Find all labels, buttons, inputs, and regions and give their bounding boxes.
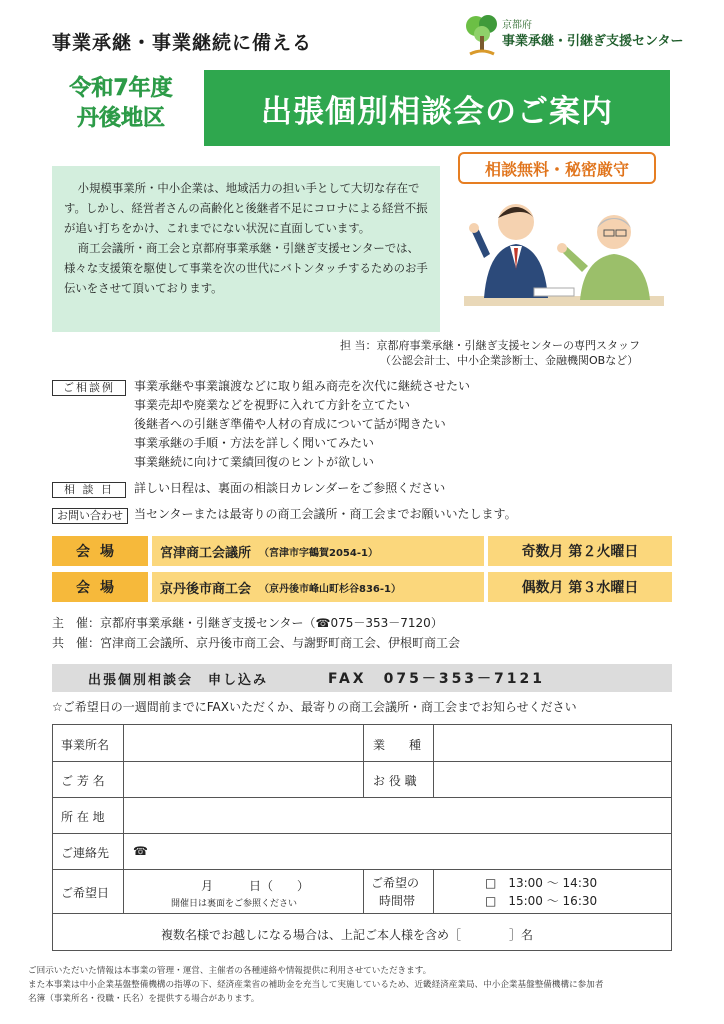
example-item-5: 事業継続に向けて業績回復のヒントが欲しい <box>134 455 375 469</box>
fax-number: FAX 075－353－7121 <box>328 671 546 687</box>
date-fill-field[interactable]: 月 日（ ） <box>201 879 310 893</box>
date-label: ご希望日 <box>61 886 110 900</box>
form-col-divider <box>123 725 124 913</box>
time-option-1[interactable]: □ 13:00 ～ 14:30 <box>485 876 598 890</box>
address-label: 所 在 地 <box>61 810 105 824</box>
logo-center-name: 事業承継・引継ぎ支援センター <box>502 34 684 49</box>
multiple-attendees-note: 複数名様でお越しになる場合は、上記ご本人様を含め［ ］名 <box>161 928 534 942</box>
intro-paragraph-1: 小規模事業所・中小企業は、地域活力の担い手として大切な存在です。しかし、経営者さんの高齢化と後継者不足にコロナによる経営不振が追い打ちをかけ、これまでにない状況に直面しています。 <box>64 181 428 235</box>
dates-tag: 相 談 日 <box>52 482 126 498</box>
venue-day: 奇数月 第２火曜日 <box>488 536 672 566</box>
example-item-4: 事業承継の手順・方法を詳しく聞いてみたい <box>134 436 375 450</box>
staff-line-2: （公認会計士、中小企業診断士、金融機関OBなど） <box>380 354 639 367</box>
position-label: お 役 職 <box>373 774 417 788</box>
footer-line-3: 名簿（事業所名・役職・氏名）を提供する場合があります。 <box>28 994 260 1004</box>
venue-address: （宮津市字鶴賀2054-1） <box>259 547 378 559</box>
logo-prefecture: 京都府 <box>502 20 532 31</box>
main-title: 出張個別相談会のご案内 <box>261 93 613 130</box>
example-item-3: 後継者への引継ぎ準備や人材の育成について話が聞きたい <box>134 417 446 431</box>
dates-text: 詳しい日程は、裏面の相談日カレンダーをご参照ください <box>134 481 446 495</box>
venue-name-text: 京丹後市商工会 <box>160 581 252 597</box>
form-row-divider <box>53 869 671 870</box>
intro-paragraph-2: 商工会議所・商工会と京都府事業承継・引継ぎ支援センターでは、様々な支援策を駆使して事業を次の世代にバトンタッチするためのお手伝いをさせて頂いております。 <box>64 241 428 295</box>
industry-label: 業 種 <box>373 738 422 752</box>
form-col-divider <box>363 725 364 797</box>
business-name-label: 事業所名 <box>61 738 110 752</box>
contact-tag: お問い合わせ <box>52 508 128 524</box>
example-item-2: 事業売却や廃業などを視野に入れて方針を立てたい <box>134 398 411 412</box>
region-label: 丹後地区 <box>76 106 165 131</box>
venue-address: （京丹後市峰山町杉谷836-1） <box>259 583 401 595</box>
co-host-organizers: 共 催：宮津商工会議所、京丹後市商工会、与謝野町商工会、伊根町商工会 <box>52 636 461 650</box>
time-label-1: ご希望の <box>371 876 420 890</box>
phone-label: ご連絡先 <box>61 846 110 860</box>
contact-text: 当センターまたは最寄りの商工会議所・商工会までお願いいたします。 <box>134 507 517 521</box>
intro-box <box>52 166 440 332</box>
form-row-divider <box>53 913 671 914</box>
form-col-divider <box>363 869 364 913</box>
phone-icon: ☎ <box>133 844 148 858</box>
consultation-illustration <box>454 188 674 328</box>
main-title-banner <box>204 70 670 146</box>
tree-logo-icon <box>464 14 500 58</box>
center-logo <box>462 14 702 58</box>
staff-line-1: 担 当：京都府事業承継・引継ぎ支援センターの専門スタッフ <box>340 339 641 352</box>
host-organizer: 主 催：京都府事業承継・引継ぎ支援センター（☎075－353－7120） <box>52 616 443 630</box>
free-confidential-badge: 相談無料・秘密厳守 <box>458 152 656 184</box>
venue-row-1 <box>52 536 672 566</box>
form-row-divider <box>53 761 671 762</box>
time-label-2: 時間帯 <box>379 894 416 908</box>
date-note: 開催日は裏面をご参照ください <box>171 899 298 909</box>
form-col-divider <box>433 869 434 913</box>
venue-label: 会場 <box>52 572 148 602</box>
examples-tag: ご相談例 <box>52 380 126 396</box>
example-item-1: 事業承継や事業譲渡などに取り組み商売を次代に継続させたい <box>134 379 471 393</box>
footer-line-2: また本事業は中小企業基盤整備機構の指導の下、経済産業省の補助金を充当して実施しているため、近畿経済産業局、中小企業基盤整備機構に参加者 <box>28 980 604 990</box>
application-form <box>52 724 672 951</box>
venue-row-2 <box>52 572 672 602</box>
application-note: ☆ご希望日の一週間前までにFAXいただくか、最寄りの商工会議所・商工会までお知らせください <box>52 700 577 714</box>
venue-day: 偶数月 第３水曜日 <box>488 572 672 602</box>
headline: 事業承継・事業継続に備える <box>52 32 313 54</box>
name-label: ご 芳 名 <box>61 774 105 788</box>
form-row-divider <box>53 797 671 798</box>
year-label: 令和7年度 <box>69 76 173 101</box>
time-option-2[interactable]: □ 15:00 ～ 16:30 <box>485 894 598 908</box>
year-region-label <box>46 74 196 134</box>
footer-line-1: ご回示いただいた情報は本事業の管理・運営、主催者の各種連絡や情報提供に利用させていただきます。 <box>28 966 432 976</box>
venue-name <box>152 572 484 602</box>
venue-label: 会場 <box>52 536 148 566</box>
form-row-divider <box>53 833 671 834</box>
application-bar <box>52 664 672 692</box>
venue-name-text: 宮津商工会議所 <box>160 545 252 561</box>
application-title: 出張個別相談会 申し込み <box>88 672 269 688</box>
form-col-divider <box>433 725 434 797</box>
venue-name <box>152 536 484 566</box>
